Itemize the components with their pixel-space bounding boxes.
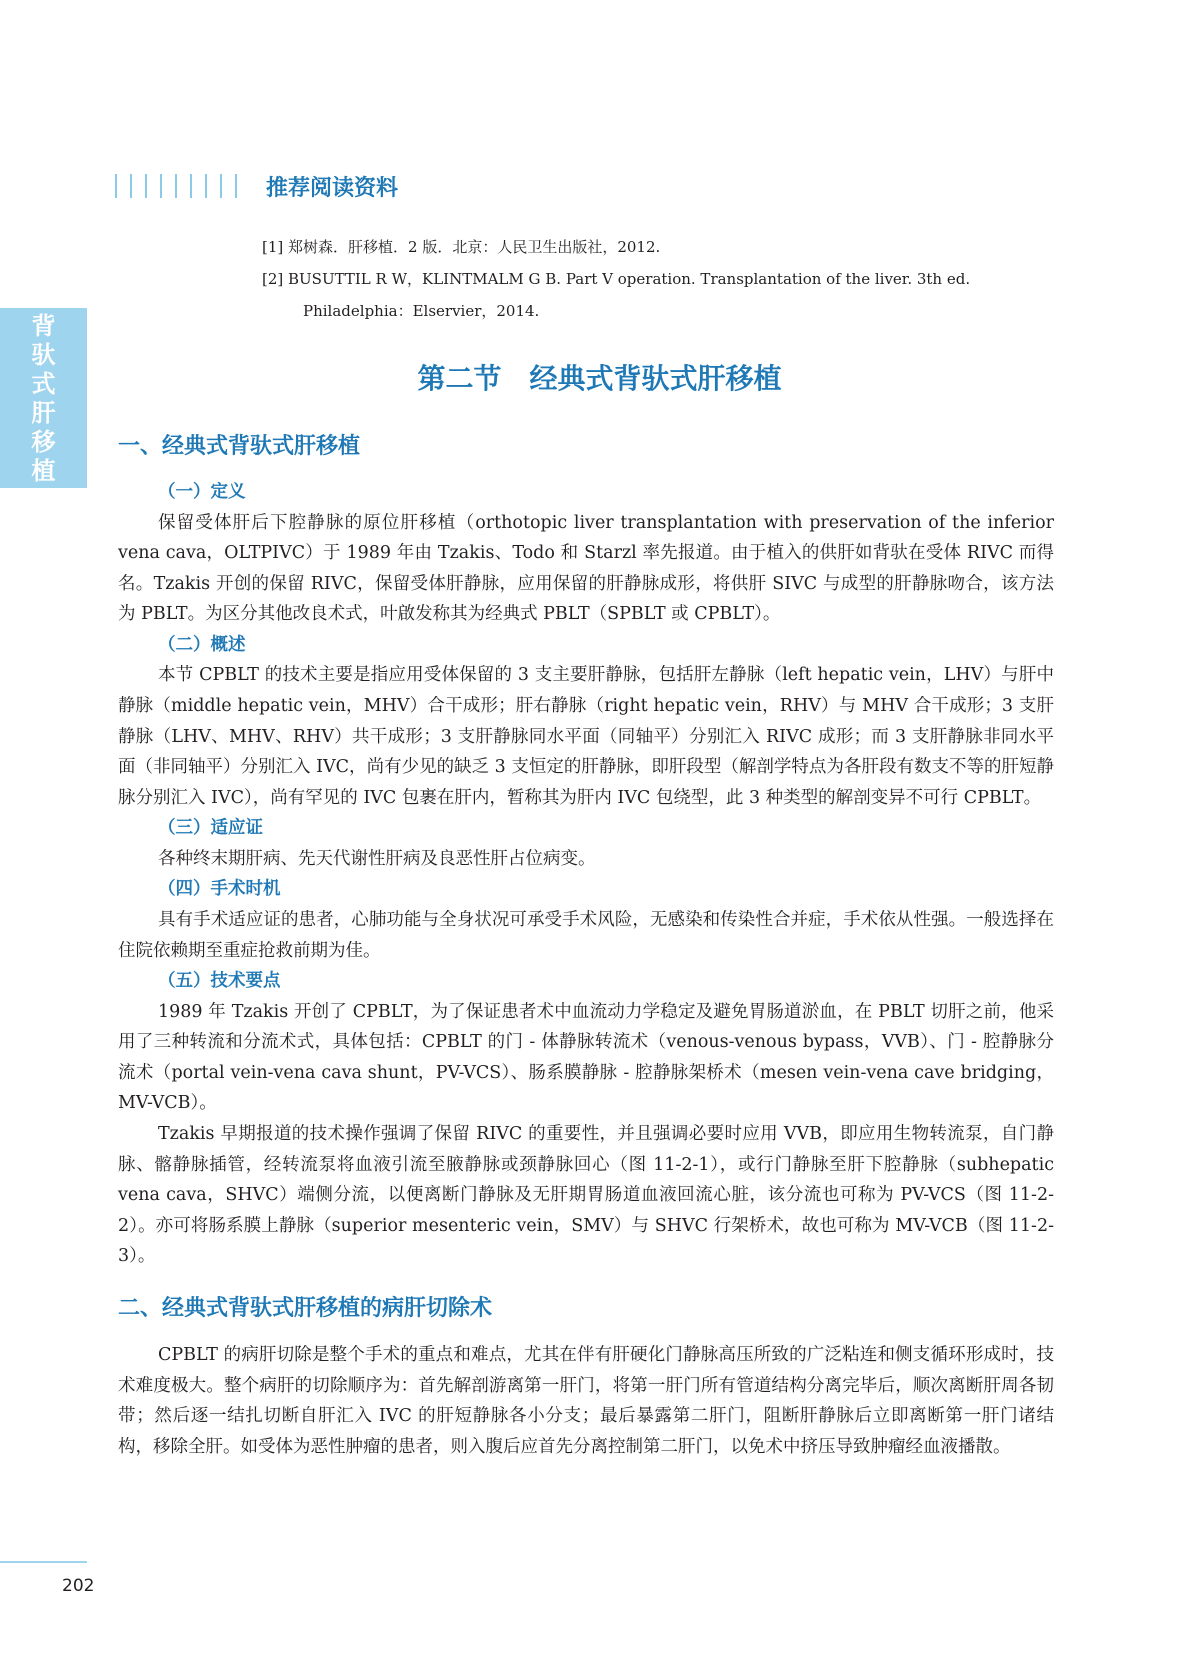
reference-item: [2] BUSUTTIL R W，KLINTMALM G B. Part V operation. Transplantation of the liver. 3th ed. [262, 270, 971, 288]
side-tab-char: 移 [31, 427, 56, 456]
technique-heading: （五）技术要点 [158, 971, 281, 992]
indications-heading: （三）适应证 [158, 818, 263, 839]
section-title: 第二节 经典式背驮式肝移植 [417, 362, 782, 395]
overview-text: 本节 CPBLT 的技术主要是指应用受体保留的 3 支主要肝静脉，包括肝左静脉（left hepatic vein，LHV）与肝中静脉（middle hepatic vein，MHV）合干成形；肝右静脉（right hepatic vein，RHV）与 MHV 合干成形；3 支肝静脉（LHV、MHV、RHV）共干成形；3 支肝静脉同水平面（同轴平）分别汇入 RIVC 成形；而 3 支肝静脉非同水平面（非同轴平）分别汇入 IVC，尚有少见的缺乏 3 支恒定的肝静脉，即肝段型（解剖学特点为各肝段有数支不等的肝短静脉分别汇入 IVC），尚有罕见的 IVC 包裹在肝内，暂称其为肝内 IVC 包绕型，此 3 种类型的解剖变异不可行 CPBLT。 [118, 665, 1054, 808]
chapter-side-tab [0, 308, 87, 488]
main-content [118, 432, 1054, 1462]
reference-item: [1] 郑树森．肝移植．2 版．北京：人民卫生出版社，2012. [262, 238, 661, 256]
reference-item-continuation: Philadelphia：Elservier，2014. [303, 302, 540, 320]
side-tab-char: 驮 [31, 340, 56, 369]
part2-text: CPBLT 的病肝切除是整个手术的重点和难点，尤其在伴有肝硬化门静脉高压所致的广泛粘连和侧支循环形成时，技术难度极大。整个病肝的切除顺序为：首先解剖游离第一肝门，将第一肝门所有管道结构分离完毕后，顺次离断肝周各韧带；然后逐一结扎切断自肝汇入 IVC 的肝短静脉各小分支；最后暴露第二肝门，阻断肝静脉后立即离断第一肝门诸结构，移除全肝。如受体为恶性肿瘤的患者，则入腹后应首先分离控制第二肝门，以免术中挤压导致肿瘤经血液播散。 [118, 1344, 1054, 1457]
page-number: 202 [62, 1576, 95, 1596]
side-tab-char: 背 [31, 311, 56, 340]
timing-heading: （四）手术时机 [158, 879, 281, 900]
technique-text-2: Tzakis 早期报道的技术操作强调了保留 RIVC 的重要性，并且强调必要时应用 VVB，即应用生物转流泵，自门静脉、髂静脉插管，经转流泵将血液引流至腋静脉或颈静脉回心（图 11-2-1），或行门静脉至肝下腔静脉（subhepatic vena cava，SHVC）端侧分流，以便离断门静脉及无肝期胃肠道血液回流心脏，该分流也可称为 PV-VCS（图 11-2-2）。亦可将肠系膜上静脉（superior mesenteric vein，SMV）与 SHVC 行架桥术，故也可称为 MV-VCB（图 11-2-3）。 [118, 1124, 1054, 1267]
indications-text: 各种终末期肝病、先天代谢性肝病及良恶性肝占位病变。 [158, 848, 596, 869]
side-tab-char: 式 [31, 369, 56, 398]
reference-decoration-bars [115, 174, 237, 198]
technique-text-1: 1989 年 Tzakis 开创了 CPBLT，为了保证患者术中血流动力学稳定及避免胃肠道淤血，在 PBLT 切肝之前，他采用了三种转流和分流术式，具体包括：CPBLT 的门 - 体静脉转流术（venous-venous bypass，VVB）、门 - 腔静脉分流术（portal vein-vena cava shunt，PV-VCS）、肠系膜静脉 - 腔静脉架桥术（mesen vein-vena cave bridging，MV-VCB）。 [118, 1001, 1054, 1114]
side-tab-char: 植 [31, 456, 56, 485]
side-tab-char: 肝 [31, 398, 56, 427]
definition-heading: （一）定义 [158, 482, 246, 502]
reference-heading: 推荐阅读资料 [266, 176, 399, 201]
definition-text: 保留受体肝后下腔静脉的原位肝移植（orthotopic liver transplantation with preservation of the inferior vena cava，OLTPIVC）于 1989 年由 Tzakis、Todo 和 Starzl 率先报道。由于植入的供肝如背驮在受体 RIVC 而得名。Tzakis 开创的保留 RIVC，保留受体肝静脉，应用保留的肝静脉成形，将供肝 SIVC 与成型的肝静脉吻合，该方法为 PBLT。为区分其他改良术式，叶啟发称其为经典式 PBLT（SPBLT 或 CPBLT）。 [118, 512, 1054, 625]
part2-heading: 二、经典式背驮式肝移植的病肝切除术 [118, 1295, 493, 1321]
reference-list [262, 231, 1062, 327]
timing-text: 具有手术适应证的患者，心肺功能与全身状况可承受手术风险，无感染和传染性合并症，手术依从性强。一般选择在住院依赖期至重症抢救前期为佳。 [118, 909, 1054, 961]
part1-heading: 一、经典式背驮式肝移植 [118, 434, 361, 459]
footer-rule [0, 1561, 87, 1563]
overview-heading: （二）概述 [158, 634, 246, 655]
